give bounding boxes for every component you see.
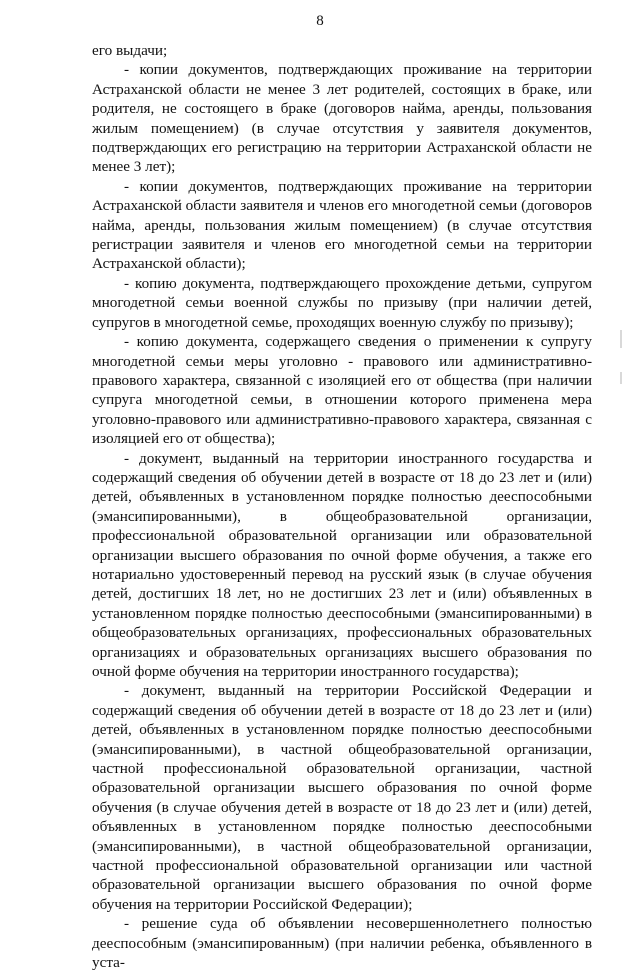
paragraph-private-education: - документ, выданный на территории Российской Федерации и содержащий сведения об обучении детей в возрасте от 18 до 23 лет и (или) детей, объявленных в установленном порядке полностью дееспособными (эмансипированными), в частной общеобразовательной организации, частной профессиональной образовательной организации, частной образовательной организации высшего образования по очной форме обучения (в случае обучения детей в возрасте от 18 до 23 лет и (или) детей, объявленных в установленном порядке полностью дееспособными (эмансипированными), в частной общеобразовательной организации, частной профессиональной образовательной организации или частной образовательной организации высшего образования по очной форме обучения на территории Российской Федерации); [92,682,592,913]
paragraph-military-service: - копию документа, подтверждающего прохождение детьми, супругом многодетной семьи военной службы по призыву (при наличии детей, супругов в многодетной семье, проходящих военную службу по призыву); [92,274,592,331]
paragraph-residence-family: - копии документов, подтверждающих проживание на территории Астраханской области заявителя и членов его многодетной семьи (договоров найма, аренды, пользования жилым помещением) (в случае отсутствия регистрации заявителя и членов его многодетной семьи на территории Астраханской области); [92,177,592,273]
document-body [92,41,592,973]
paragraph-court-decision: - решение суда об объявлении несовершеннолетнего полностью дееспособным (эмансипированным) (при наличии ребенка, объявленного в уста- [92,915,592,972]
scan-margin-mark [620,330,622,348]
paragraph-criminal-measure: - копию документа, содержащего сведения о применении к супругу многодетной семьи меры уголовно - правового или административно-правового характера, связанной с изоляцией его от общества (при наличии супруга многодетной семьи, в отношении которого применена мера уголовно-правового или административно-правового характера, связанная с изоляцией его от общества); [92,333,592,448]
paragraph-continuation: его выдачи; [92,42,168,59]
page-number: 8 [316,13,324,29]
scan-margin-mark [620,372,622,384]
paragraph-foreign-education: - документ, выданный на территории иностранного государства и содержащий сведения об обучении детей в возрасте от 18 до 23 лет и (или) детей, объявленных в установленном порядке полностью дееспособными (эмансипированными), в общеобразовательной организации, профессиональной образовательной организации или образовательной организации высшего образования по очной форме обучения, а также его нотариально удостоверенный перевод на русский язык (в случае обучения детей, достигших 18 лет, но не достигших 23 лет и (или) объявленных в установленном порядке полностью дееспособными (эмансипированными) в общеобразовательных организациях, профессиональных образовательных организациях и образовательных организациях высшего образования по очной форме обучения на территории иностранного государства); [92,449,592,680]
paragraph-residence-parents: - копии документов, подтверждающих проживание на территории Астраханской области не менее 3 лет родителей, состоящих в браке, или родителя, не состоящего в браке (договоров найма, аренды, пользования жилым помещением) (в случае отсутствия у заявителя документов, подтверждающих его регистрацию на территории Астраханской области не менее 3 лет); [92,61,592,176]
